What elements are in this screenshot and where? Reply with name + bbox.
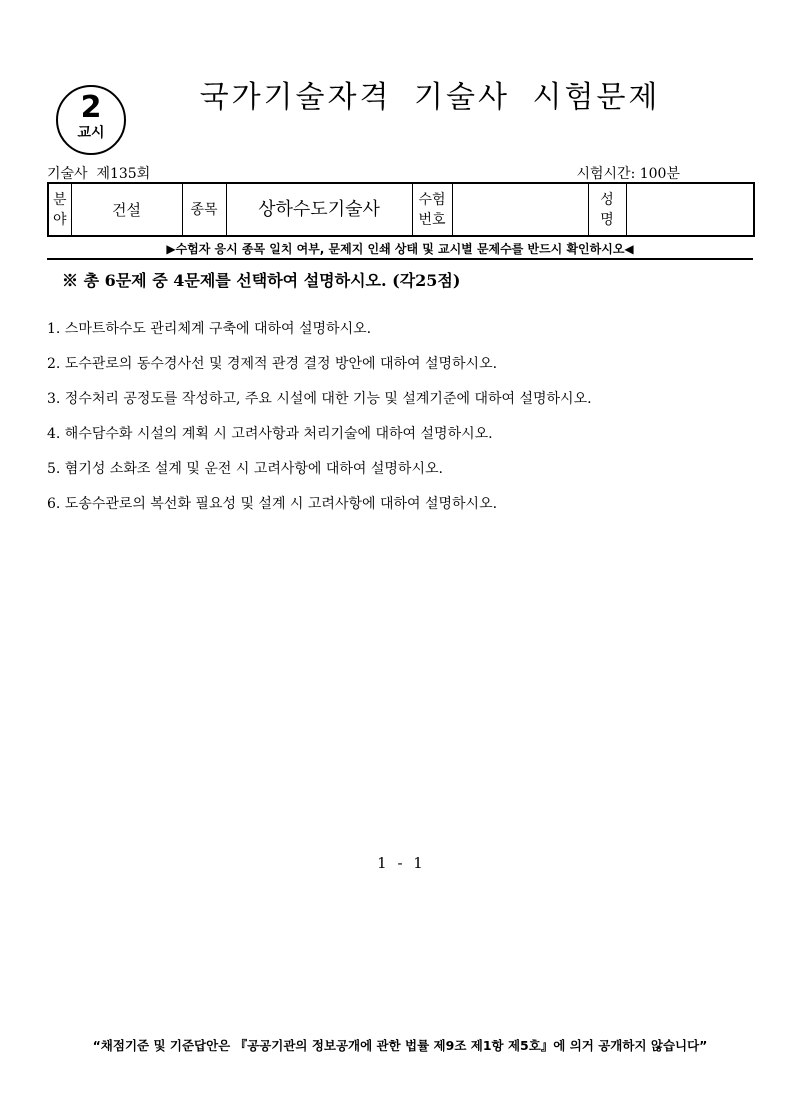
- field-label: [48, 183, 71, 236]
- question-1: 1. 스마트하수도 관리체계 구축에 대하여 설명하시오.: [47, 321, 372, 337]
- field-label-line-1: 분: [52, 191, 67, 208]
- page-number: 1 - 1: [377, 854, 423, 872]
- question-2: 2. 도수관로의 동수경사선 및 경제적 관경 결정 방안에 대하여 설명하시오.: [47, 356, 498, 372]
- period-number: 2: [80, 90, 102, 125]
- category-value: 상하수도기술사: [226, 183, 412, 236]
- notice: ▶수험자 응시 종목 일치 여부, 문제지 인쇄 상태 및 교시별 문제수를 반드시 확인하시오◀: [166, 242, 634, 256]
- name-field[interactable]: [626, 183, 754, 236]
- instruction: ※ 총 6문제 중 4문제를 선택하여 설명하시오. (각25점): [62, 271, 461, 290]
- question-6: 6. 도송수관로의 복선화 필요성 및 설계 시 고려사항에 대하여 설명하시오.: [47, 496, 498, 512]
- exam-no-label: [412, 183, 452, 236]
- question-4: 4. 해수담수화 시설의 계획 시 고려사항과 처리기술에 대하여 설명하시오.: [47, 426, 493, 442]
- question-3: 3. 정수처리 공정도를 작성하고, 주요 시설에 대한 기능 및 설계기준에 대하여 설명하시오.: [47, 391, 592, 407]
- category-label: 종목: [182, 183, 226, 236]
- exam-time: 시험시간: 100분: [576, 166, 680, 182]
- divider: [47, 258, 753, 260]
- exam-no-label-line-2: 번호: [418, 211, 446, 228]
- field-value: 건설: [71, 183, 182, 236]
- name-label-line-1: 성: [600, 191, 614, 208]
- field-label-line-2: 야: [52, 211, 67, 228]
- period-label: 교시: [77, 125, 105, 141]
- exam-round: 기술사 제135회: [47, 166, 151, 182]
- question-list: [47, 312, 592, 522]
- question-5: 5. 혐기성 소화조 설계 및 운전 시 고려사항에 대하여 설명하시오.: [47, 461, 443, 477]
- exam-no-field[interactable]: [452, 183, 588, 236]
- exam-info-table: [47, 182, 755, 237]
- name-label: [588, 183, 626, 236]
- name-label-line-2: 명: [600, 211, 614, 228]
- page-title: 국가기술자격 기술사 시험문제: [199, 80, 661, 115]
- exam-no-label-line-1: 수험: [418, 191, 446, 208]
- footer-note: “채점기준 및 기준답안은 『공공기관의 정보공개에 관한 법률 제9조 제1항 제5호』에 의거 공개하지 않습니다”: [92, 1038, 708, 1053]
